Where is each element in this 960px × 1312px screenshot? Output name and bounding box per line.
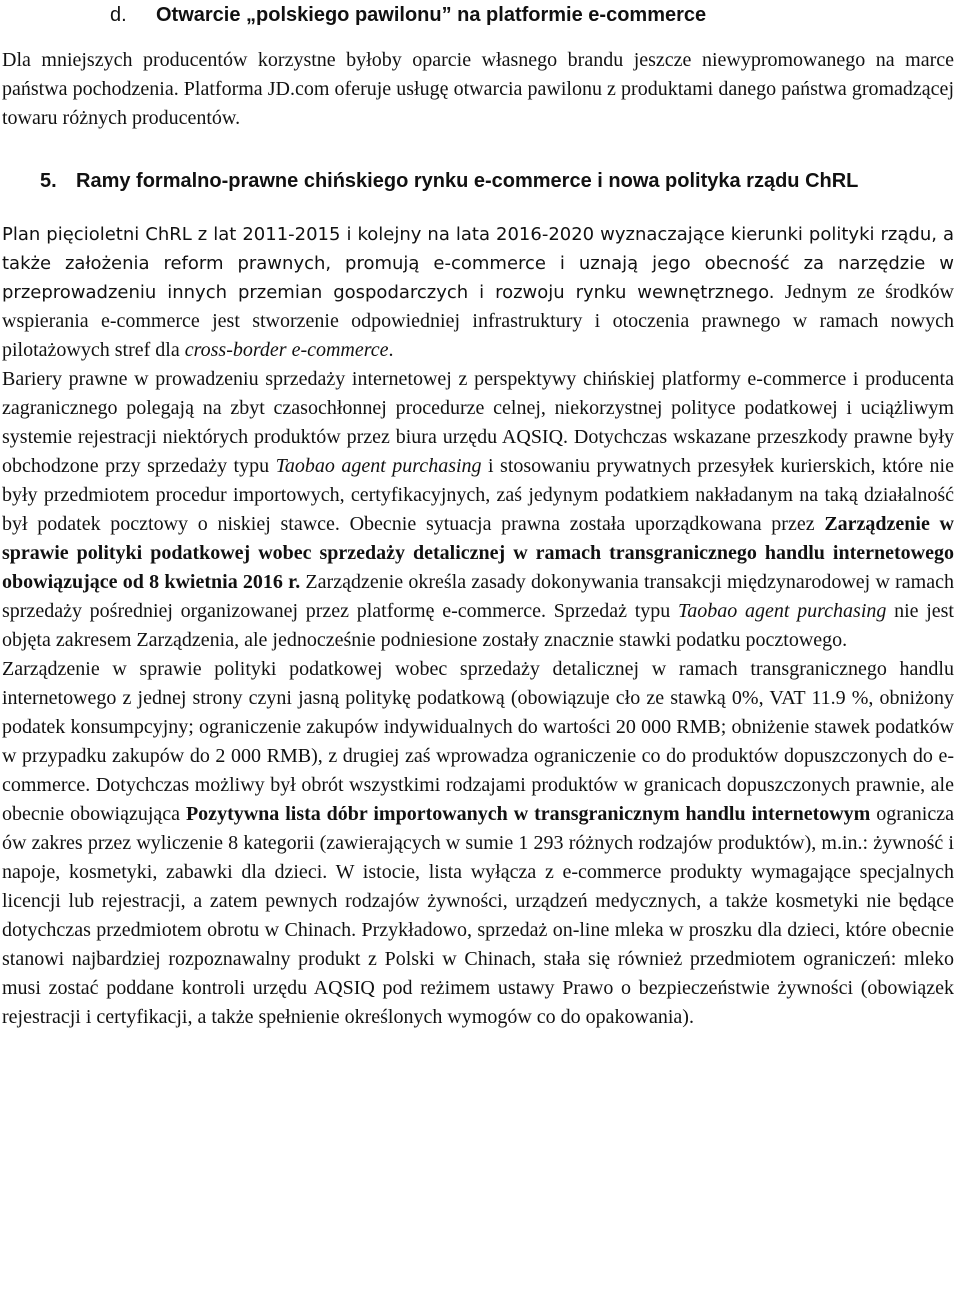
section-5-paragraph-2 (2, 365, 954, 655)
paragraph-1-italic-text: cross-border e-commerce (184, 339, 389, 361)
paragraph-2-text-c: Zarządzenie określa zasady dokonywania transakcji międzynarodowej w ramach sprzedaży pośredniej organizowanej przez platformę e-commerce. Sprzedaż typu (2, 571, 954, 622)
paragraph-1-sans-text: Plan pięcioletni ChRL z lat 2011-2015 i kolejny na lata 2016-2020 wyznaczające kierunki polityki rządu, a także założenia reform prawnych, promują e-commerce i uznają jego obecność za narzędzie w przeprowadzeniu innych przemian gospodarczych i rozwoju rynku wewnętrznego. (2, 224, 954, 303)
section-d-paragraph: Dla mniejszych producentów korzystne byłoby oparcie własnego brandu jeszcze niewypromowanego na marce państwa pochodzenia. Platforma JD.com oferuje usługę otwarcia pawilonu z produktami danego państwa gromadzącej towaru różnych producentów. (2, 49, 954, 129)
section-d-letter: d. (110, 4, 127, 26)
paragraph-2-text-a: Bariery prawne w prowadzeniu sprzedaży internetowej z perspektywy chińskiej platformy e-commerce i producenta zagranicznego polegają na zbyt czasochłonnej procedurze celnej, niekorzystnej polityce podatkowej i uciążliwym systemie rejestracji niektórych produktów przez biura urzędu AQSIQ. Dotychczas wskazane przeszkody prawne były obchodzone przy sprzedaży typu (2, 368, 954, 477)
section-d-heading (2, 0, 954, 30)
paragraph-2-text-d: nie jest objęta zakresem Zarządzenia, ale jednocześnie podniesione zostały znacznie stawki podatku pocztowego. (2, 600, 954, 651)
paragraph-2-text-b: i stosowaniu prywatnych przesyłek kurierskich, które nie były przedmiotem procedur importowych, certyfikacyjnych, zaś jedynym podatkiem nakładanym na taką działalność był podatek pocztowy o niskiej stawce. Obecnie sytuacja prawna została uporządkowana przez (2, 455, 954, 535)
section-5-title: Ramy formalno-prawne chińskiego rynku e-commerce i nowa polityka rządu ChRL (76, 170, 859, 192)
section-5-paragraph-1 (2, 220, 954, 365)
paragraph-2-italic-1: Taobao agent purchasing (275, 455, 482, 477)
paragraph-2-bold-regulation: Zarządzenie w sprawie polityki podatkowej wobec sprzedaży detalicznej w ramach transgranicznego handlu internetowego obowiązujące od 8 kwietnia 2016 r. (2, 513, 954, 593)
paragraph-3-text-a: Zarządzenie w sprawie polityki podatkowej wobec sprzedaży detalicznej w ramach transgranicznego handlu internetowego z jednej strony czyni jasną politykę podatkową (obowiązuje cło ze stawką 0%, VAT 11.9 %, obniżony podatek konsumpcyjny; ograniczenie zakupów indywidualnych do wartości 20 000 RMB; obniżenie stawek podatków w przypadku zakupów do 2 000 RMB), z drugiej zaś wprowadza ograniczenie co do produktów dopuszczonych do e-commerce. Dotychczas możliwy był obrót wszystkimi rodzajami produktów w granicach dopuszczonych prawnie, ale obecnie obowiązująca (2, 658, 954, 825)
section-5-heading (2, 167, 960, 196)
paragraph-3-bold-list: Pozytywna lista dóbr importowanych w transgranicznym handlu internetowym (185, 803, 871, 825)
paragraph-1-serif-text: Jednym ze środków wspierania e-commerce jest stworzenie odpowiedniej infrastruktury i otoczenia prawnego w ramach nowych pilotażowych stref dla (2, 281, 954, 361)
paragraph-2-italic-2: Taobao agent purchasing (677, 600, 887, 622)
paragraph-1-end: . (388, 339, 394, 361)
paragraph-3-text-b: ogranicza ów zakres przez wyliczenie 8 kategorii (zawierających w sumie 1 293 różnych rodzajów produktów), m.in.: żywność i napoje, kosmetyki, zabawki dla dzieci. W istocie, lista wyłącza z e-commerce produkty wymagające specjalnych licencji lub rejestracji, a zatem pewnych rodzajów żywności, urządzeń medycznych, a także kosmetyki nie będące dotychczas przedmiotem obrotu w Chinach. Przykładowo, sprzedaż on-line mleka w proszku dla dzieci, które obecnie stanowi najbardziej rozpoznawalny produkt z Polski w Chinach, stała się również przedmiotem ograniczeń: mleko musi zostać poddane kontroli urzędu AQSIQ pod reżimem ustawy Prawo o bezpieczeństwie żywności (obowiązek rejestracji i certyfikacji, a także spełnienie określonych wymogów co do opakowania). (2, 803, 954, 1028)
section-5-paragraph-3 (2, 655, 954, 1032)
section-d-title: Otwarcie „polskiego pawilonu” na platformie e-commerce (156, 4, 707, 26)
section-5-number: 5. (40, 170, 57, 192)
